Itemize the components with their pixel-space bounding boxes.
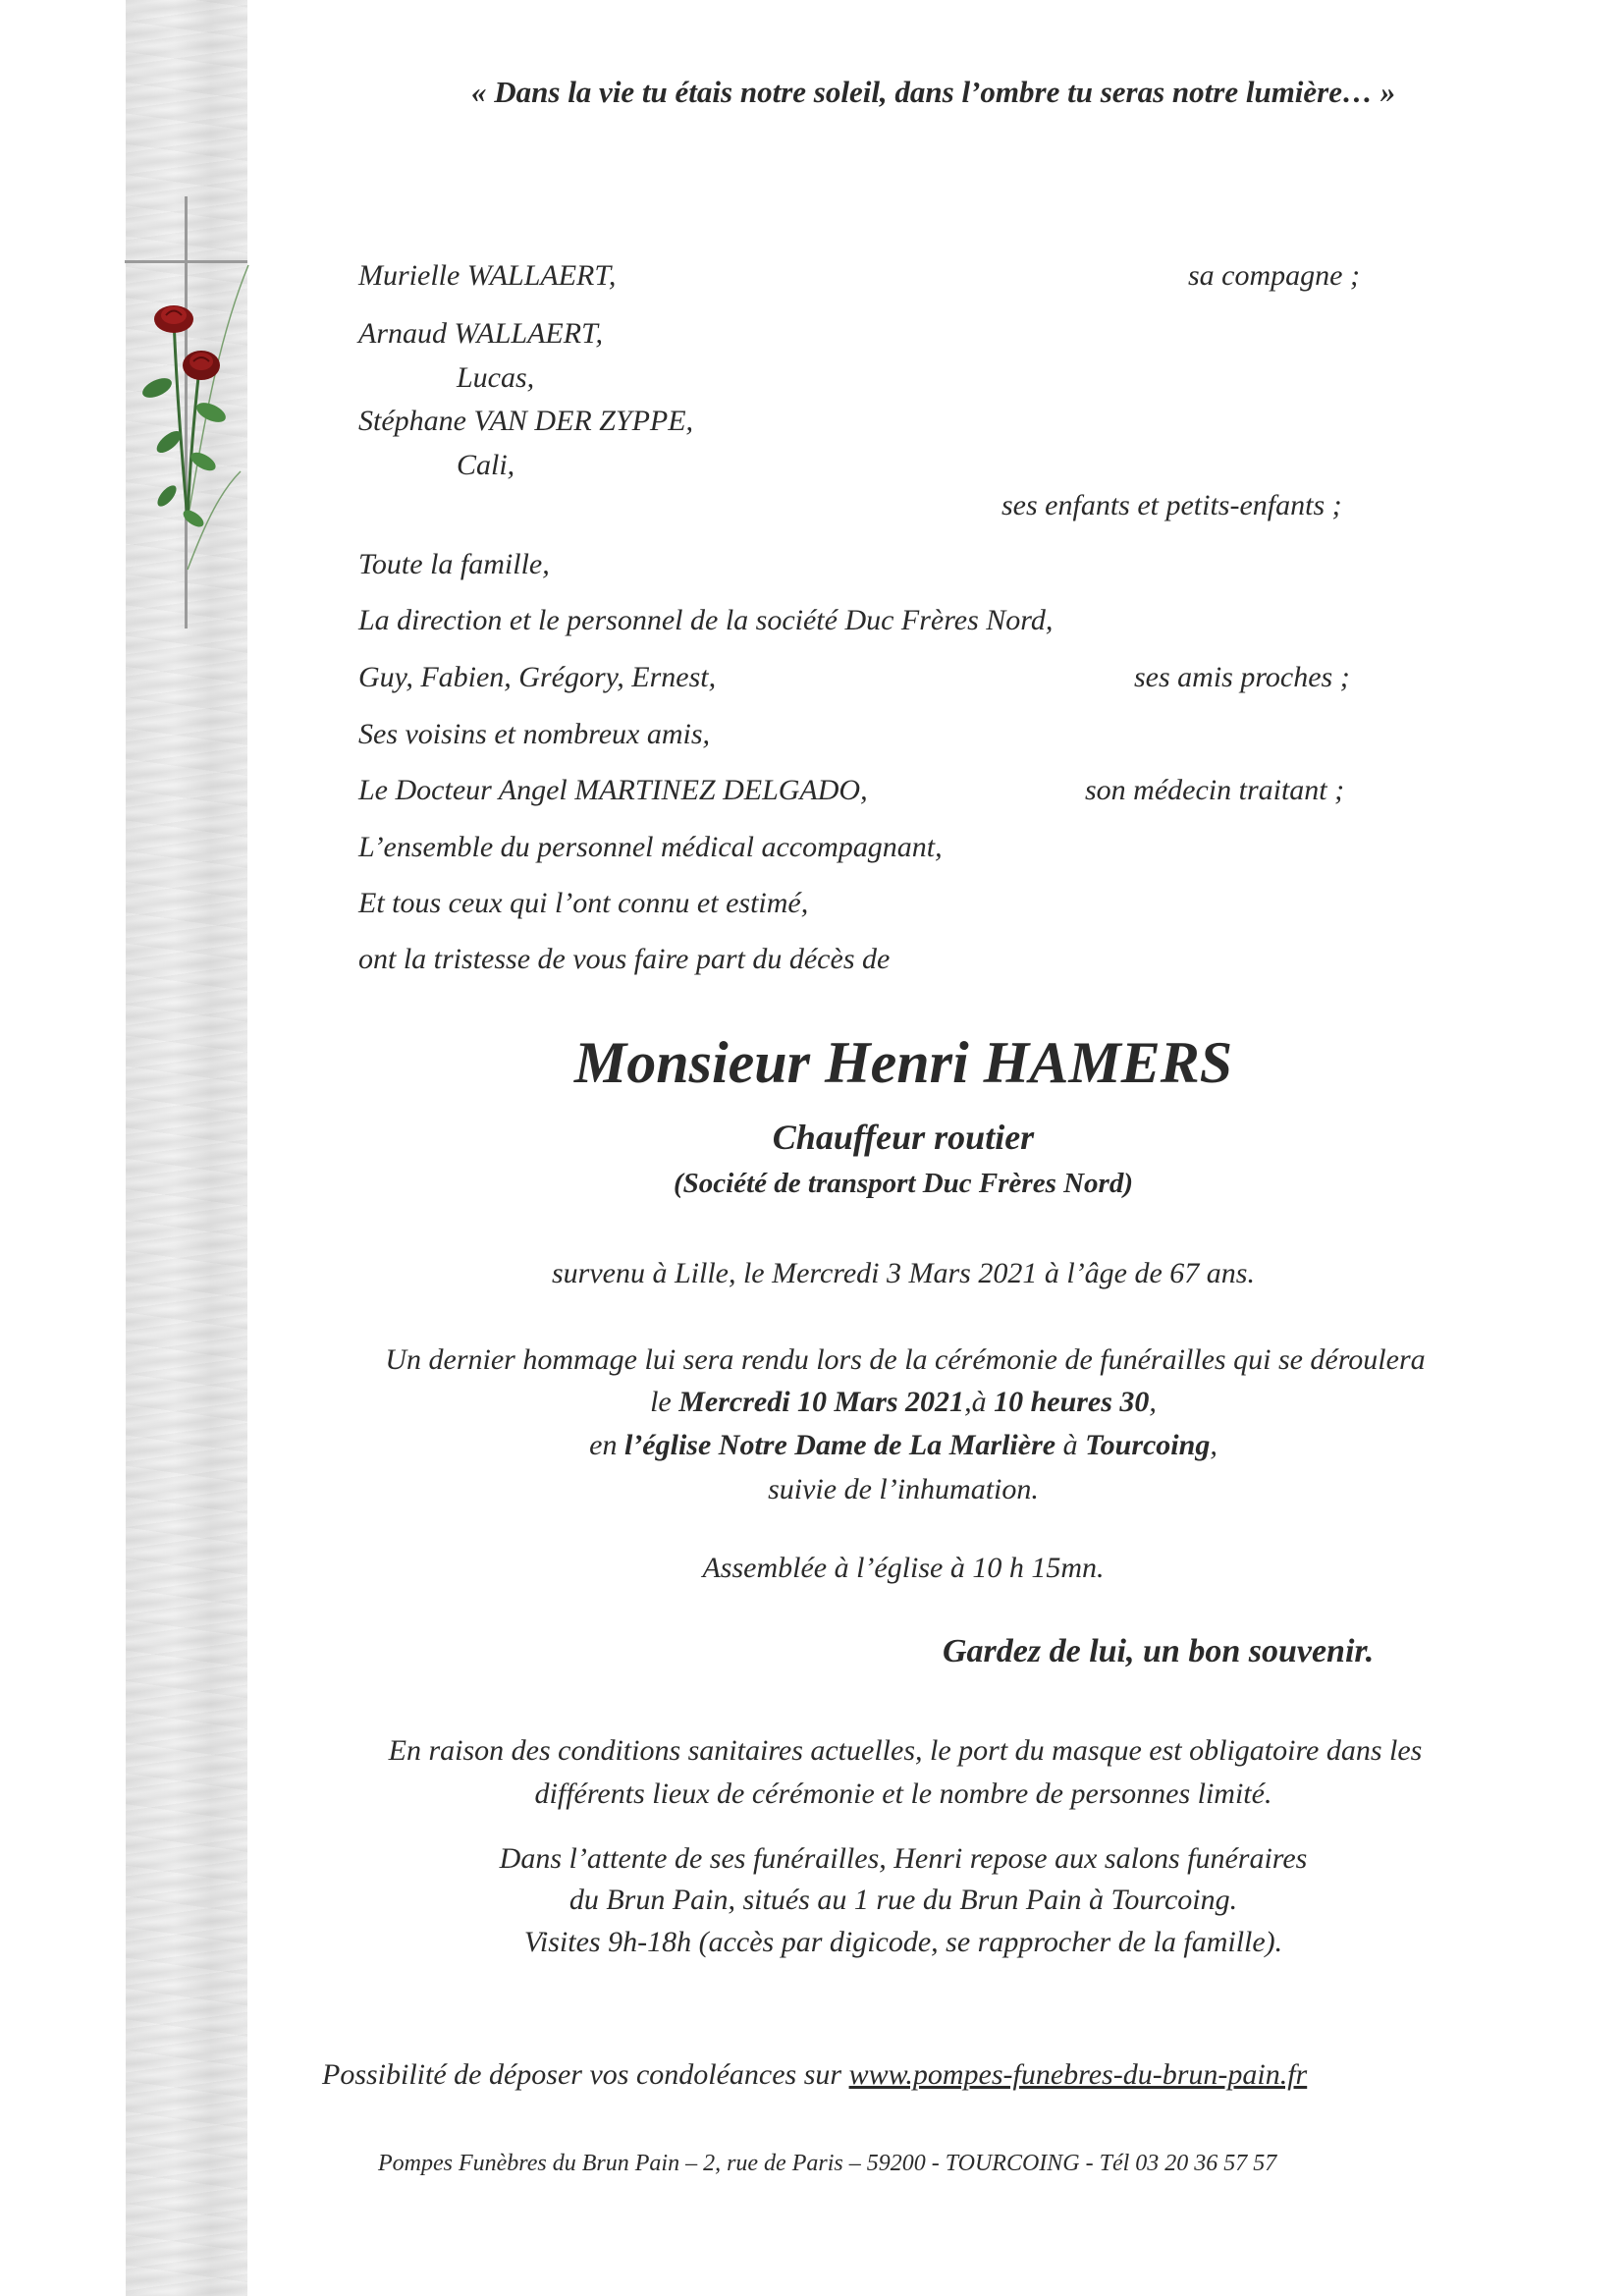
ceremony-line-3: en l’église Notre Dame de La Marlière à Tourcoing, xyxy=(589,1429,1217,1461)
announcement-line: ont la tristesse de vous faire part du décès de xyxy=(358,943,891,975)
repose-line-1: Dans l’attente de ses funérailles, Henri repose aux salons funéraires xyxy=(499,1842,1308,1875)
deceased-occupation: Chauffeur routier xyxy=(772,1118,1035,1157)
leaf xyxy=(154,482,180,510)
rose-flower xyxy=(154,305,193,333)
assembly-time: Assemblée à l’église à 10 h 15mn. xyxy=(702,1552,1105,1584)
ceremony-time: 10 heures 30 xyxy=(994,1386,1150,1418)
family-friends: Guy, Fabien, Grégory, Ernest, xyxy=(358,661,717,693)
leaf xyxy=(181,507,207,530)
family-toute-famille: Toute la famille, xyxy=(358,548,550,580)
ceremony-date: Mercredi 10 Mars 2021 xyxy=(678,1386,965,1418)
role-children: ses enfants et petits-enfants ; xyxy=(1001,489,1342,521)
condolences-link[interactable]: www.pompes-funebres-du-brun-pain.fr xyxy=(848,2058,1308,2091)
repose-line-2: du Brun Pain, situés au 1 rue du Brun Pain à Tourcoing. xyxy=(568,1884,1238,1916)
family-voisins: Ses voisins et nombreux amis, xyxy=(358,718,711,750)
family-lucas: Lucas, xyxy=(457,361,535,394)
cross-and-roses-image xyxy=(123,196,260,638)
remembrance-line: Gardez de lui, un bon souvenir. xyxy=(943,1633,1375,1669)
deceased-name: Monsieur Henri HAMERS xyxy=(573,1030,1233,1095)
ceremony-city: Tourcoing xyxy=(1085,1429,1211,1461)
ceremony-line-4: suivie de l’inhumation. xyxy=(768,1473,1039,1505)
ceremony-line-1: Un dernier hommage lui sera rendu lors de la cérémonie de funérailles qui se déroulera xyxy=(385,1343,1426,1376)
leaf xyxy=(193,399,229,426)
death-details: survenu à Lille, le Mercredi 3 Mars 2021 à l’âge de 67 ans. xyxy=(551,1257,1255,1289)
funeral-home-footer: Pompes Funèbres du Brun Pain – 2, rue de Paris – 59200 - TOURCOING - Tél 03 20 36 57 57 xyxy=(378,2151,1277,2176)
family-murielle: Murielle WALLAERT, xyxy=(358,259,617,292)
role-companion: sa compagne ; xyxy=(1188,259,1360,292)
sanitary-line-1: En raison des conditions sanitaires actuelles, le port du masque est obligatoire dans les xyxy=(388,1734,1423,1767)
deceased-employer: (Société de transport Duc Frères Nord) xyxy=(673,1168,1133,1199)
family-medical-staff: L’ensemble du personnel médical accompagnant, xyxy=(358,831,943,863)
ceremony-line-2: le Mercredi 10 Mars 2021,à 10 heures 30, xyxy=(650,1386,1157,1418)
family-docteur: Le Docteur Angel MARTINEZ DELGADO, xyxy=(358,774,868,806)
cross-horizontal-bar xyxy=(125,260,247,263)
family-direction: La direction et le personnel de la société Duc Frères Nord, xyxy=(358,604,1054,636)
repose-line-3: Visites 9h-18h (accès par digicode, se rapprocher de la famille). xyxy=(523,1926,1283,1958)
ceremony-church: l’église Notre Dame de La Marlière xyxy=(623,1429,1056,1461)
family-arnaud: Arnaud WALLAERT, xyxy=(358,317,604,350)
leaf xyxy=(139,374,175,402)
family-cali: Cali, xyxy=(457,449,515,481)
sanitary-line-2: différents lieux de cérémonie et le nombre de personnes limité. xyxy=(534,1777,1272,1810)
condolences-line: Possibilité de déposer vos condoléances sur www.pompes-funebres-du-brun-pain.fr xyxy=(322,2058,1308,2091)
role-friends: ses amis proches ; xyxy=(1134,661,1350,693)
family-stephane: Stéphane VAN DER ZYPPE, xyxy=(358,405,694,437)
family-tous: Et tous ceux qui l’ont connu et estimé, xyxy=(358,887,809,919)
role-doctor: son médecin traitant ; xyxy=(1085,774,1345,806)
epitaph-quote: « Dans la vie tu étais notre soleil, dans l’ombre tu seras notre lumière… » xyxy=(471,75,1396,109)
rose-flower xyxy=(183,351,220,380)
